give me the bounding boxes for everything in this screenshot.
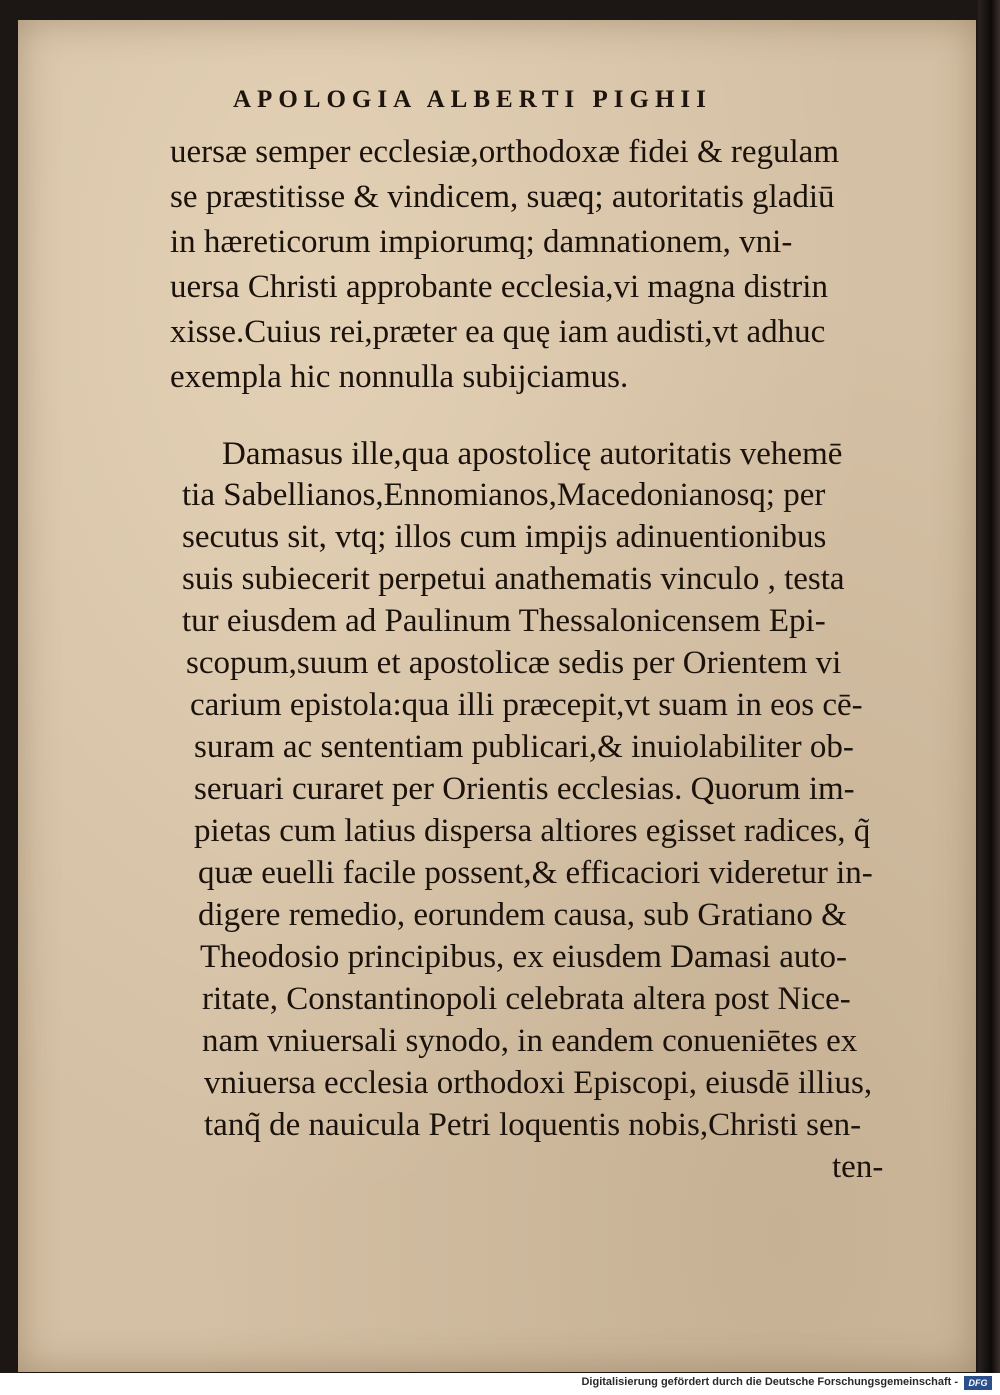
funding-credit: Digitalisierung gefördert durch die Deutsche Forschungsgemeinschaft - [581,1376,958,1388]
text-line: uersæ semper ecclesiæ,orthodoxæ fidei & regulam [170,134,839,170]
running-head: APOLOGIA ALBERTI PIGHII [233,86,712,113]
text-line: se præstitisse & vindicem, suæq; autoritatis gladiū [170,179,835,215]
text-line: scopum,suum et apostolicæ sedis per Orientem vi [186,645,842,681]
text-line: in hæreticorum impiorumq; damnationem, vni- [170,224,793,260]
text-line: carium epistola:qua illi præcepit,vt suam in eos cē- [190,687,863,723]
text-line: secutus sit, vtq; illos cum impijs adinuentionibus [182,519,827,555]
book-spine [978,0,1000,1395]
text-line: Damasus ille,qua apostolicę autoritatis vehemē [222,436,843,472]
text-line: tanq̃ de nauicula Petri loquentis nobis,Christi sen- [204,1107,862,1143]
text-line: tia Sabellianos,Ennomianos,Macedonianosq; per [182,477,826,513]
text-line: ritate, Constantinopoli celebrata altera post Nice- [202,981,851,1017]
text-line: xisse.Cuius rei,præter ea quę iam audisti,vt adhuc [170,314,826,350]
text-line: vniuersa ecclesia orthodoxi Episcopi, eiusdē illius, [204,1065,873,1101]
text-line: quæ euelli facile possent,& efficaciori videretur in- [198,855,873,891]
catchword: ten- [832,1149,884,1185]
dfg-logo-icon: DFG [964,1376,992,1390]
text-line: digere remedio, eorundem causa, sub Gratiano & [198,897,847,933]
text-line: tur eiusdem ad Paulinum Thessalonicensem Epi- [182,603,826,639]
text-line: nam vniuersali synodo, in eandem conueniētes ex [202,1023,858,1059]
text-line: Theodosio principibus, ex eiusdem Damasi auto- [200,939,848,975]
text-line: pietas cum latius dispersa altiores egisset radices, q̃ [194,813,871,849]
text-line: exempla hic nonnulla subijciamus. [170,359,629,395]
text-line: suram ac sententiam publicari,& inuiolabiliter ob- [194,729,854,765]
text-line: suis subiecerit perpetui anathematis vinculo , testa [182,561,845,597]
text-line: seruari curaret per Orientis ecclesias. Quorum im- [194,771,855,807]
text-line: uersa Christi approbante ecclesia,vi magna distrin [170,269,828,305]
